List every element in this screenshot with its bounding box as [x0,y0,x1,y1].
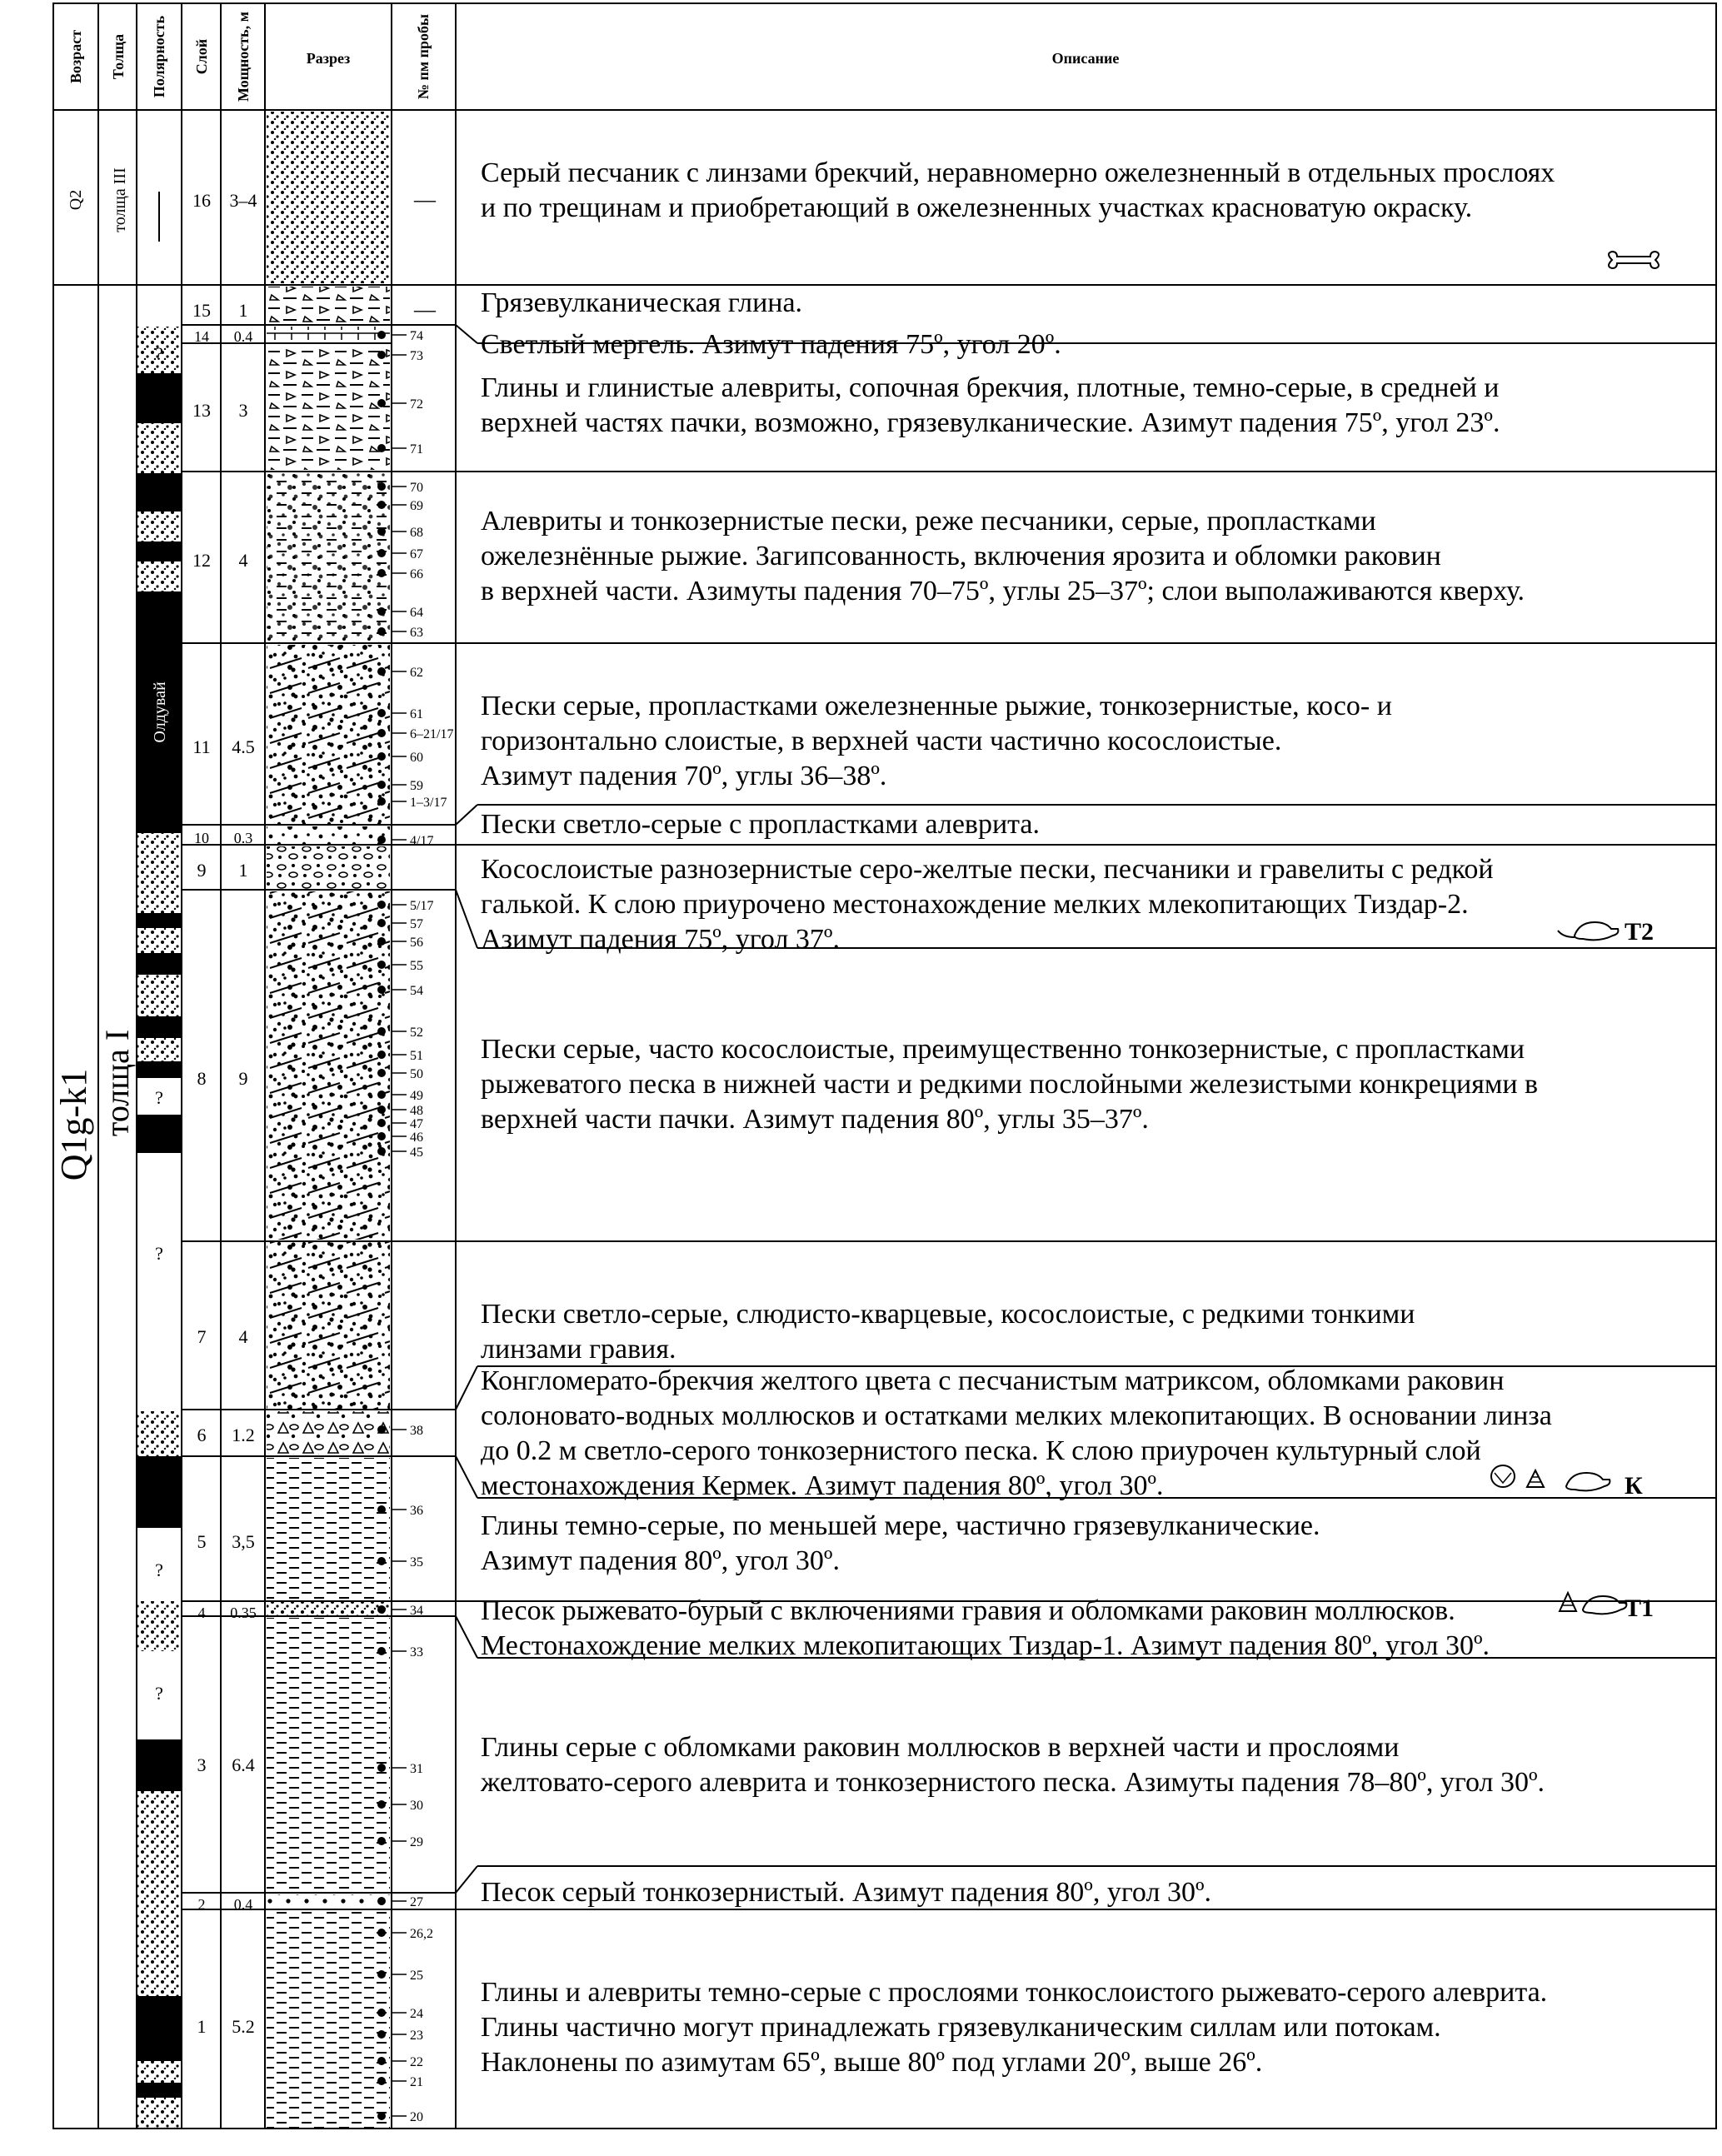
layer-thickness: 0.4 [233,328,253,345]
sample-label: 57 [410,917,423,931]
layer-number: 8 [197,1068,207,1089]
polarity-reversed-zone [137,2098,182,2129]
sample-point [377,2030,386,2039]
sample-point [377,607,386,616]
description-line: верхней частях пачки, возможно, грязевулканические. Азимут падения 75º, угол 23º. [481,407,1500,438]
table-header [67,12,1119,102]
sample-label: 48 [410,1104,423,1118]
layer-sample: — [414,187,436,212]
sample-point [377,781,386,789]
description-line: Азимут падения 75º, угол 37º. [481,924,840,955]
sample-point [377,1505,386,1514]
sample-point [377,1132,386,1140]
description-line: и по трещинам и приобретающий в ожелезненных участках красноватую окраску. [481,192,1473,223]
sample-label: 50 [410,1067,423,1081]
layer-number: 15 [192,300,211,321]
sample-point [377,1897,386,1905]
sample-point [377,1557,386,1565]
polarity-column [137,192,182,2129]
description-line: Алевриты и тонкозернистые пески, реже песчаники, серые, пропластками [481,506,1376,537]
sample-point [377,2112,386,2120]
sample-label: 60 [410,751,423,765]
sample-label: 55 [410,959,423,973]
layer-thickness: 1 [238,300,248,321]
layer-number: 9 [197,860,207,881]
sample-point [377,1027,386,1036]
sample-point [377,1647,386,1655]
sample-point [377,1800,386,1809]
sample-labels [392,329,453,2124]
sample-label: 36 [410,1504,423,1518]
polarity-reversed-zone [137,512,182,541]
litho-layer-15 [267,287,390,323]
sample-label: 62 [410,666,423,680]
rodent-icon [1566,1473,1610,1490]
sample-label: 71 [410,442,423,457]
layer-number: 14 [194,328,209,345]
sample-point [377,1090,386,1099]
sample-label: 49 [410,1089,423,1103]
description-line: Азимут падения 80º, угол 30º. [481,1545,840,1576]
sample-label: 22 [410,2055,423,2069]
sample-point [377,667,386,676]
layer-thickness: 4 [238,1326,248,1347]
sample-label: 70 [410,481,423,495]
description-line: Глины и глинистые алевриты, сопочная брекчия, плотные, темно-серые, в средней и [481,372,1500,403]
sample-label: 30 [410,1799,423,1813]
sample-label: 20 [410,2110,423,2124]
description-line: рыжеватого песка в нижней части и редкими послойными железистыми конкрециями в [481,1069,1539,1100]
polarity-normal-zone [137,913,182,928]
description-line: Азимут падения 70º, углы 36–38º. [481,761,887,791]
polarity-normal-zone [137,541,182,561]
layer-thickness: 1 [238,860,248,881]
layer-thickness: 0.35 [230,1605,257,1621]
polarity-unknown-mark: ? [155,343,163,364]
description-line: Местонахождение мелких млекопитающих Тиздар-1. Азимут падения 80º, угол 30º. [481,1630,1490,1661]
layer-number: 13 [192,400,211,421]
mollusk-shell-icon [1527,1470,1544,1487]
layer-thickness: 4 [238,550,248,571]
polarity-reversed-zone [137,1791,182,1996]
litho-layer-13 [267,345,390,470]
sample-point [377,2009,386,2017]
litho-layer-5 [267,1458,390,1601]
sample-label: 5/17 [410,899,434,913]
sample-point [377,501,386,509]
layer-thickness: 9 [238,1068,248,1089]
polarity-reversed-zone [137,975,182,1016]
sample-label: 64 [410,606,423,620]
sample-point [377,351,386,359]
polarity-normal-zone [137,473,182,512]
layer-number: 10 [194,830,209,846]
sample-point [377,1425,386,1434]
sample-point [377,986,386,994]
sample-point [377,482,386,491]
litho-layer-9 [267,846,390,890]
layer-thickness: 3 [238,400,248,421]
polarity-normal-zone [137,373,182,423]
sample-label: 46 [410,1130,423,1145]
description-line: Песок серый тонкозернистый. Азимут падения 80º, угол 30º. [481,1877,1211,1908]
bone-icon [1609,252,1659,268]
header-sample: № пм пробы [415,13,432,100]
description-line: верхней части пачки. Азимут падения 80º, углы 35–37º. [481,1104,1149,1135]
layer-thickness: 3,5 [232,1531,255,1552]
header-description: Описание [1051,50,1120,67]
header-section: Разрез [306,50,351,67]
sample-label: 33 [410,1645,423,1659]
header-unit: Толща [110,33,127,80]
description-line: солоновато-водных моллюсков и остатками мелких млекопитающих. В основании линза [481,1400,1552,1431]
sample-point [377,444,386,452]
polarity-normal-zone [137,953,182,975]
sample-point [377,2057,386,2065]
litho-layer-4 [267,1601,390,1616]
layer-number: 2 [197,1896,206,1913]
layer-number: 4 [197,1605,206,1621]
description-line: Пески светло-серые с пропластками алеврита. [481,809,1041,840]
sample-point [377,1069,386,1077]
description-line: Глины и алевриты темно-серые с прослоями тонкослоистого рыжевато-серого алеврита. [481,1977,1548,2008]
lithology-section [267,112,390,2128]
layer-number: 1 [197,2016,207,2037]
polarity-normal-zone [137,1061,182,1078]
description-line: горизонтально слоистые, в верхней части частично косослоистые. [481,726,1282,756]
sample-point [377,527,386,536]
polarity-unknown-mark: ? [155,1087,163,1108]
polarity-normal-zone [137,1016,182,1038]
layer-number: 6 [197,1425,207,1445]
sample-label: 21 [410,2075,423,2089]
sample-label: 52 [410,1026,423,1040]
header-polarity: Полярность [151,15,167,98]
sample-label: 59 [410,779,423,793]
sample-point [377,1970,386,1979]
description-line: Пески светло-серые, слюдисто-кварцевые, косослоистые, с редкими тонкими [481,1299,1415,1330]
litho-layer-14 [267,327,390,343]
rodent-icon [1558,922,1618,940]
header-thickness: Мощность, м [235,12,252,102]
descriptions [480,157,1654,2078]
sample-point [377,1051,386,1059]
description-line: Наклонены по азимутам 65º, выше 80º под углами 20º, выше 26º. [481,2047,1263,2078]
sample-point [377,1929,386,1937]
layer-number: 16 [192,190,211,211]
description-line: Глины темно-серые, по меньшей мере, частично грязевулканические. [481,1510,1320,1541]
description-line: желтовато-серого алеврита и тонкозернистого песка. Азимуты падения 78–80º, угол 30º. [481,1767,1545,1798]
sample-point [377,919,386,927]
sample-label: 45 [410,1145,423,1160]
olduvai-label: Олдувай [151,681,169,743]
sample-point [377,1147,386,1155]
sample-label: 69 [410,499,423,513]
litho-layer-10 [267,826,390,845]
site-mark: К [1625,1472,1643,1500]
polarity-reversed-zone [137,1038,182,1061]
litho-layer-16 [267,112,390,283]
sample-label: 63 [410,626,423,640]
sample-label: 72 [410,397,423,412]
age-q1gk1: Q1g-k1 [53,1068,94,1181]
sample-label: 27 [410,1895,423,1909]
description-line: Глины серые с обломками раковин моллюсков в верхней части и прослоями [481,1732,1400,1763]
sample-label: 51 [410,1049,423,1063]
layer-number: 7 [197,1326,207,1347]
polarity-reversed-zone [137,1411,182,1456]
sample-point [377,1119,386,1127]
sample-label: 23 [410,2029,423,2043]
description-line: Пески серые, пропластками ожелезненные рыжие, тонкозернистые, косо- и [481,691,1392,721]
rodent-icon [1583,1596,1626,1614]
polarity-normal-zone [137,2083,182,2098]
sample-label: 29 [410,1835,423,1849]
sample-label: 68 [410,526,423,540]
polarity-normal-zone [137,1739,182,1791]
description-line: Песок рыжевато-бурый с включениями гравия и обломками раковин моллюсков. [481,1595,1455,1626]
sample-point [377,1105,386,1114]
sample-label: 6–21/17 [410,727,454,741]
layer-thickness: 6.4 [232,1754,255,1775]
layer-number: 12 [192,550,211,571]
age-q2: Q2 [67,189,85,211]
layer-sample: — [414,297,436,322]
sample-label: 56 [410,936,423,950]
sample-point [377,836,386,844]
polarity-normal-zone [137,1115,182,1153]
layer-thickness: 0.3 [233,830,253,846]
litho-layer-6 [267,1411,390,1455]
sample-point [377,399,386,407]
description-line: Конгломерато-брекчия желтого цвета с песчанистым матриксом, обломками раковин [481,1365,1505,1396]
sample-point [377,709,386,717]
polarity-reversed-zone [137,2061,182,2083]
unit-tolscha-1: толща I [98,1029,136,1137]
description-line: Светлый мергель. Азимут падения 75º, угол 20º. [481,329,1061,360]
description-line: Косослоистые разнозернистые серо-желтые пески, песчаники и гравелиты с редкой [481,854,1494,885]
description-line: ожелезнённые рыжие. Загипсованность, включения ярозита и обломки раковин [481,541,1441,571]
sample-label: 26,2 [410,1927,433,1941]
layer-thickness: 4.5 [232,736,255,757]
age-unit-columns [53,167,456,1180]
litho-layer-2 [267,1894,390,1909]
sample-label: 24 [410,2007,423,2021]
description-line: Грязевулканическая глина. [481,287,803,318]
polarity-normal-zone [137,1456,182,1528]
sample-label: 38 [410,1424,423,1438]
sample-label: 67 [410,547,423,561]
description-line: в верхней части. Азимуты падения 70–75º, углы 25–37º; слои выполаживаются кверху. [481,576,1525,606]
description-line: галькой. К слою приурочено местонахождение мелких млекопитающих Тиздар-2. [481,889,1469,920]
layer-thickness: 5.2 [232,2016,255,2037]
sample-point [377,961,386,969]
sample-label: 1–3/17 [410,796,447,810]
litho-layer-3 [267,1618,390,1893]
sample-point [377,901,386,909]
sample-label: 54 [410,984,423,998]
layer-number: 5 [197,1531,207,1552]
polarity-reversed-zone [137,561,182,591]
sample-label: 47 [410,1117,423,1131]
sample-point [377,1764,386,1772]
sample-label: 25 [410,1969,423,1983]
sample-point [377,2077,386,2085]
polarity-normal-zone [137,1996,182,2061]
layer-thickness: 3–4 [229,190,257,211]
sample-point [377,569,386,577]
description-line: Пески серые, часто косослоистые, преимущественно тонкозернистые, с пропластками [481,1034,1525,1065]
sample-point [377,729,386,737]
layer-number: 11 [192,736,211,757]
sample-label: 34 [410,1604,423,1618]
sample-label: 66 [410,567,423,581]
polarity-reversed-zone [137,833,182,913]
site-mark: Т2 [1625,918,1655,946]
polarity-reversed-zone [137,1601,182,1651]
header-layer: Слой [193,38,210,75]
stone-tool-icon [1491,1465,1515,1487]
site-mark: Т1 [1625,1595,1655,1622]
sample-point [377,752,386,761]
sample-point [377,797,386,806]
sample-point [377,549,386,557]
description-line: местонахождения Кермек. Азимут падения 80º, угол 30º. [481,1470,1164,1501]
header-age: Возраст [67,29,84,84]
unit-tolscha-3: толща III [111,167,129,232]
polarity-reversed-zone [137,928,182,953]
description-line: до 0.2 м светло-серого тонкозернистого песка. К слою приурочен культурный слой [481,1435,1481,1466]
polarity-reversed-zone [137,423,182,473]
layer-number: 3 [197,1754,207,1775]
polarity-unknown-mark: ? [155,1683,163,1704]
polarity-unknown-mark: ? [155,1243,163,1264]
sample-point [377,627,386,636]
sample-label: 31 [410,1762,423,1776]
sample-point [377,1605,386,1614]
layer-thickness: 0.4 [233,1896,253,1913]
sample-point [377,331,386,339]
polarity-unknown-mark: ? [155,1560,163,1580]
sample-label: 4/17 [410,834,434,848]
sample-label: 35 [410,1555,423,1570]
sample-point [377,1837,386,1845]
sample-label: 61 [410,707,423,721]
description-line: линзами гравия. [481,1334,676,1365]
sample-point [377,937,386,946]
sample-label: 74 [410,329,423,343]
sample-label: 73 [410,349,423,363]
layer-thickness: 1.2 [232,1425,255,1445]
description-line: Серый песчаник с линзами брекчий, неравномерно ожелезненный в отдельных прослоях [481,157,1555,188]
litho-layer-1 [267,1911,390,2128]
description-line: Глины частично могут принадлежать грязевулканическим силлам или потокам. [481,2012,1441,2043]
